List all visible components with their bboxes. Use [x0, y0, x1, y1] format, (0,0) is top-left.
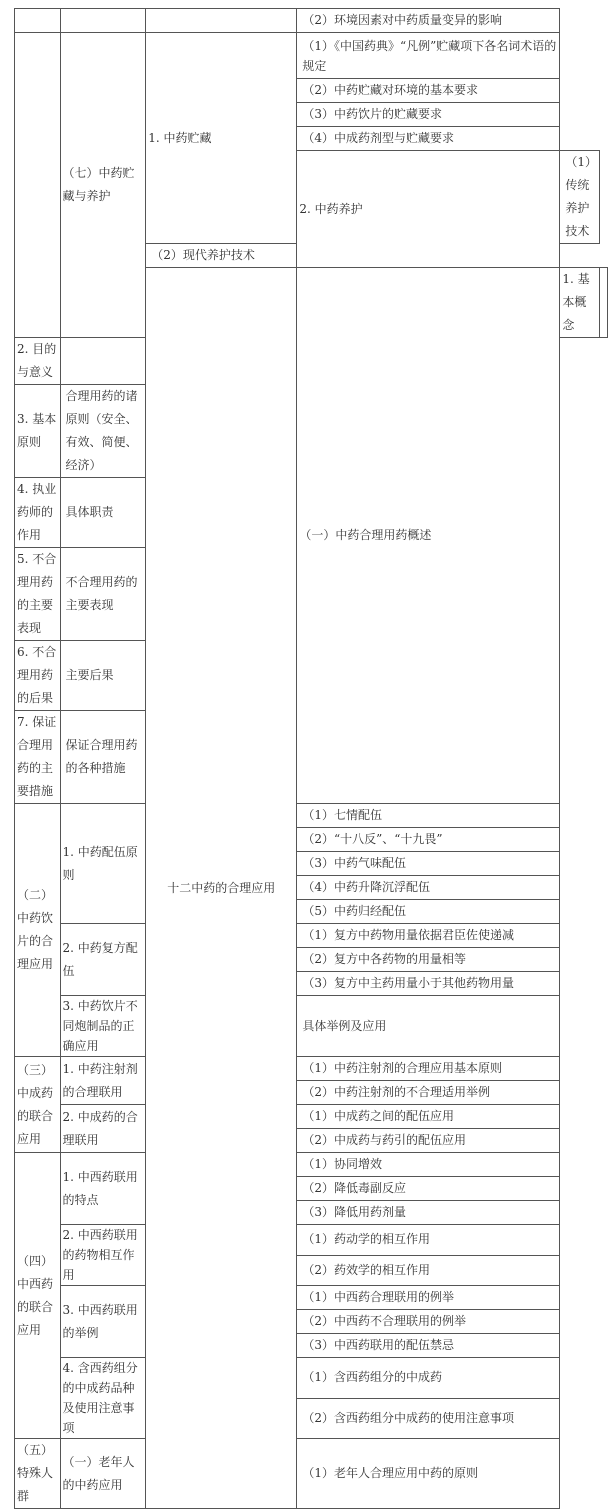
table-row: [15, 1105, 608, 1129]
table-row: [15, 1225, 608, 1256]
detail-cell: （1）七情配伍: [297, 804, 560, 828]
detail-cell: 合理用药的诸原则（安全、有效、简便、经济）: [60, 385, 146, 478]
section-cell: （七）中药贮藏与养护: [60, 33, 146, 338]
chapter-cell: 十二中药的合理应用: [146, 268, 297, 1509]
section-cell: （二）中药饮片的合理应用: [15, 804, 61, 1057]
topic-cell: 4. 执业药师的作用: [15, 478, 61, 548]
topic-cell: 3. 中药饮片不同炮制品的正确应用: [60, 996, 146, 1057]
topic-cell: [146, 9, 297, 33]
detail-cell: （1）中西药合理联用的例举: [297, 1286, 560, 1310]
detail-cell: （5）中药归经配伍: [297, 900, 560, 924]
topic-cell: 1. 中药贮藏: [146, 33, 297, 244]
table-row: [15, 1286, 608, 1310]
table-row: [15, 1153, 608, 1177]
detail-cell: （3）中药饮片的贮藏要求: [297, 103, 560, 127]
topic-cell: 7. 保证合理用药的主要措施: [15, 711, 61, 804]
detail-cell: （1）中成药之间的配伍应用: [297, 1105, 560, 1129]
syllabus-table: [14, 8, 608, 1509]
detail-cell: 不合理用药的主要表现: [60, 548, 146, 641]
detail-cell: （2）降低毒副反应: [297, 1177, 560, 1201]
detail-cell: （1）《中国药典》“凡例”贮藏项下各名词术语的规定: [297, 33, 560, 79]
detail-cell: （1）复方中药物用量依据君臣佐使递减: [297, 924, 560, 948]
table-row: [15, 804, 608, 828]
section-cell: （四）中西药的联合应用: [15, 1153, 61, 1439]
topic-cell: 5. 不合理用药的主要表现: [15, 548, 61, 641]
detail-cell: 具体职责: [60, 478, 146, 548]
topic-cell: 1. 基本概念: [560, 268, 600, 338]
detail-cell: （3）复方中主药用量小于其他药物用量: [297, 972, 560, 996]
table-row: [15, 33, 608, 79]
detail-cell: （2）中成药与药引的配伍应用: [297, 1129, 560, 1153]
detail-cell: （2）中药注射剂的不合理适用举例: [297, 1081, 560, 1105]
detail-cell: （2）中药贮藏对环境的基本要求: [297, 79, 560, 103]
detail-cell: [600, 268, 608, 338]
section-cell: （五）特殊人群: [15, 1439, 61, 1509]
table-row: [15, 1358, 608, 1399]
detail-cell: （2）“十八反”、“十九畏”: [297, 828, 560, 852]
detail-cell: （1）老年人合理应用中药的原则: [297, 1439, 560, 1509]
detail-cell: （2）复方中各药物的用量相等: [297, 948, 560, 972]
topic-cell: 1. 中药配伍原则: [60, 804, 146, 924]
topic-cell: 2. 中药养护: [297, 151, 560, 268]
detail-cell: （2）药效学的相互作用: [297, 1255, 560, 1286]
table-row: [15, 924, 608, 948]
detail-cell: 保证合理用药的各种措施: [60, 711, 146, 804]
detail-cell: （1）协同增效: [297, 1153, 560, 1177]
topic-cell: （一）老年人的中药应用: [60, 1439, 146, 1509]
detail-cell: （3）中西药联用的配伍禁忌: [297, 1334, 560, 1358]
detail-cell: （2）环境因素对中药质量变异的影响: [297, 9, 560, 33]
detail-cell: [60, 338, 146, 385]
topic-cell: 2. 中药复方配伍: [60, 924, 146, 996]
table-row: [15, 1439, 608, 1509]
detail-cell: （1）含西药组分的中成药: [297, 1358, 560, 1399]
topic-cell: 2. 中成药的合理联用: [60, 1105, 146, 1153]
detail-cell: （2）含西药组分中成药的使用注意事项: [297, 1398, 560, 1439]
detail-cell: （4）中药升降沉浮配伍: [297, 876, 560, 900]
topic-cell: 1. 中药注射剂的合理联用: [60, 1057, 146, 1105]
table-row: [15, 996, 608, 1057]
detail-cell: （4）中成药剂型与贮藏要求: [297, 127, 560, 151]
section-cell: [60, 9, 146, 33]
topic-cell: 6. 不合理用药的后果: [15, 641, 61, 711]
detail-cell: 主要后果: [60, 641, 146, 711]
section-cell: （一）中药合理用药概述: [297, 268, 560, 804]
topic-cell: 2. 目的与意义: [15, 338, 61, 385]
detail-cell: （3）中药气味配伍: [297, 852, 560, 876]
topic-cell: 3. 中西药联用的举例: [60, 1286, 146, 1358]
section-cell: （三）中成药的联合应用: [15, 1057, 61, 1153]
detail-cell: （1）药动学的相互作用: [297, 1225, 560, 1256]
table-row: [15, 1057, 608, 1081]
detail-cell: （2）中西药不合理联用的例举: [297, 1310, 560, 1334]
topic-cell: 1. 中西药联用的特点: [60, 1153, 146, 1225]
topic-cell: 2. 中西药联用的药物相互作用: [60, 1225, 146, 1286]
chapter-cell: [15, 33, 61, 338]
topic-cell: 4. 含西药组分的中成药品种及使用注意事项: [60, 1358, 146, 1439]
detail-cell: （3）降低用药剂量: [297, 1201, 560, 1225]
detail-cell: 具体举例及应用: [297, 996, 560, 1057]
detail-cell: （1）传统养护技术: [560, 151, 600, 244]
topic-cell: 3. 基本原则: [15, 385, 61, 478]
chapter-cell: [15, 9, 61, 33]
detail-cell: （2）现代养护技术: [146, 244, 297, 268]
table-row: [15, 9, 608, 33]
detail-cell: （1）中药注射剂的合理应用基本原则: [297, 1057, 560, 1081]
